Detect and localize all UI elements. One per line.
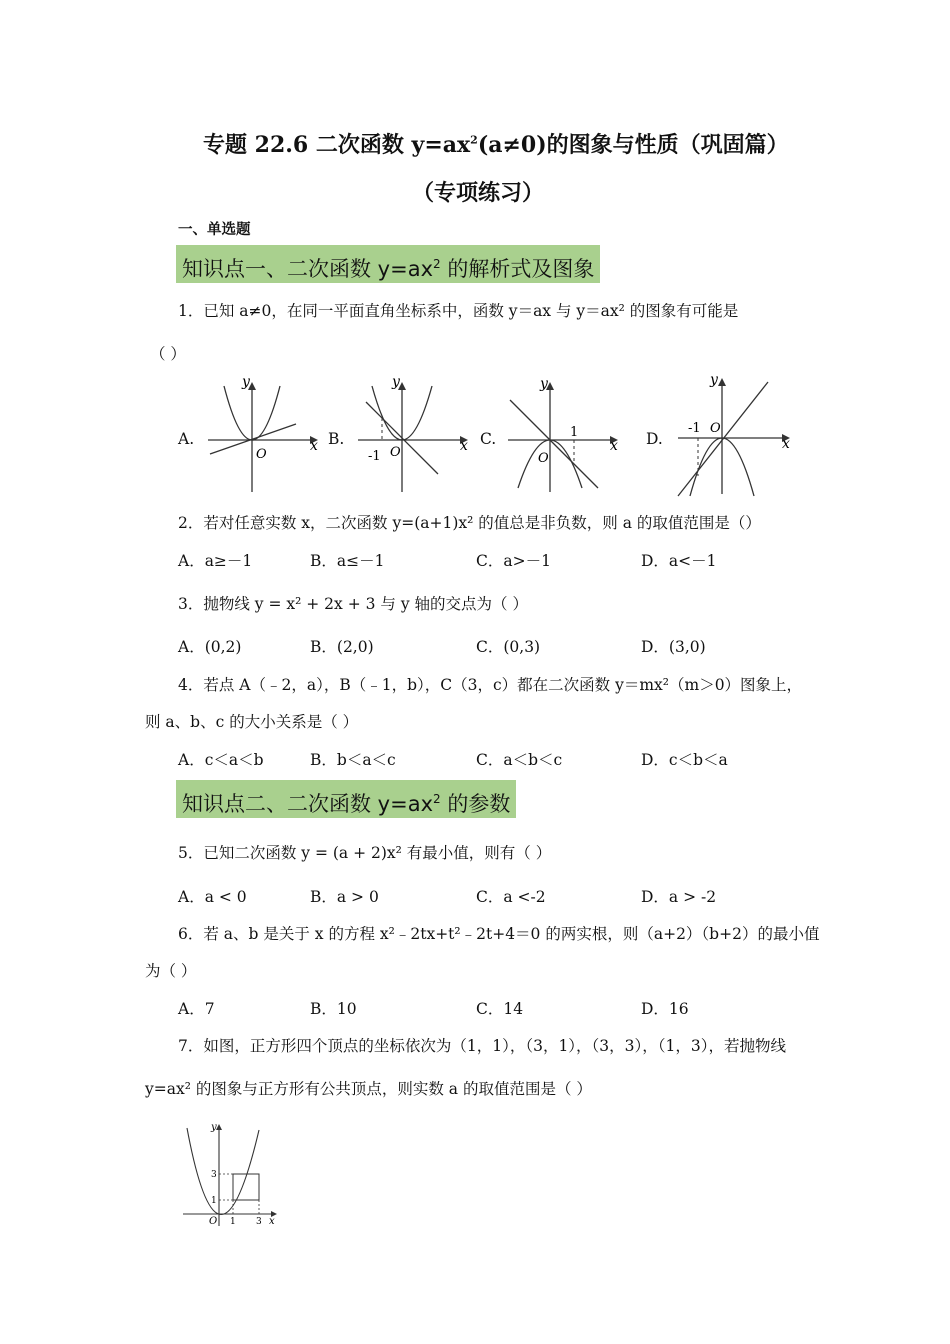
q7-origin: O [209,1216,218,1227]
question-5: 5．已知二次函数 y = (a + 2)x² 有最小值，则有（ ） [178,844,552,862]
q5-option-d[interactable]: D．a > -2 [641,888,717,906]
banner2-prefix: 知识点二、二次函数 y=ax [182,792,433,816]
graph-b-neg1: -1 [368,449,381,464]
q2-option-a[interactable]: A．a≥－1 [178,552,253,570]
question-6-line1: 6．若 a、b 是关于 x 的方程 x²﹣2tx+t²﹣2t+4＝0 的两实根，则（a+2）（b+2）的最小值 [178,925,820,943]
q1-option-b[interactable]: B. [328,430,345,448]
q1-graph-d [670,372,800,500]
q7-figure [175,1120,285,1232]
graph-d-x: x [782,436,790,452]
q5-option-a[interactable]: A．a < 0 [178,888,247,906]
graph-a-y: y [242,378,250,390]
graph-b-origin: O [390,445,401,460]
q7-y-label: y [211,1122,217,1133]
graph-c-x: x [610,438,618,454]
graph-d-y: y [710,372,718,388]
q1-option-c[interactable]: C. [480,430,497,448]
banner1-prefix: 知识点一、二次函数 y=ax [182,257,433,281]
q3-option-b[interactable]: B．(2,0) [310,638,374,656]
title-exponent: 2 [470,133,478,147]
question-3: 3．抛物线 y = x² + 2x + 3 与 y 轴的交点为（ ） [178,595,528,613]
q7-tick-y1: 1 [211,1196,217,1206]
question-7-line1: 7．如图，正方形四个顶点的坐标依次为（1，1），（3，1），（3，3），（1，3），若抛物线 [178,1037,787,1055]
banner1-suffix: 的解析式及图象 [440,257,595,281]
section-heading: 一、单选题 [178,221,251,238]
q1-graph-c [500,378,630,498]
q7-tick-x1: 1 [230,1217,236,1227]
graph-b-y: y [392,378,400,390]
q1-graph-a [200,378,330,498]
graph-c-y: y [540,378,548,392]
q4-option-b[interactable]: B．b＜a＜c [310,751,396,769]
graph-c-origin: O [538,451,549,466]
q7-tick-y3: 3 [211,1170,217,1180]
question-1-line1: 1．已知 a≠0，在同一平面直角坐标系中，函数 y＝ax 与 y＝ax² 的图象有可能是 [178,302,739,320]
title-part-b: (a≠0)的图象与性质（巩固篇） [477,132,789,158]
banner2-suffix: 的参数 [440,792,511,816]
graph-d-origin: O [710,421,721,436]
knowledge-banner-2 [176,780,516,818]
title-part-a: 专题 22.6 二次函数 y=ax [203,132,471,158]
graph-b-x: x [460,438,468,454]
document-subtitle: （专项练习） [412,180,545,206]
q1-graph-b [350,378,480,498]
graph-c-one: 1 [570,425,579,440]
q6-option-c[interactable]: C．14 [476,1000,524,1018]
banner1-exp: 2 [433,257,441,271]
question-1-line2: （ ） [150,345,186,363]
question-2: 2．若对任意实数 x，二次函数 y=(a+1)x² 的值总是非负数，则 a 的取值范围是（） [178,514,761,532]
q5-option-c[interactable]: C．a <-2 [476,888,546,906]
q5-option-b[interactable]: B．a > 0 [310,888,379,906]
q3-option-d[interactable]: D．(3,0) [641,638,706,656]
question-4-line1: 4．若点 A（﹣2，a），B（﹣1，b），C（3，c）都在二次函数 y＝mx²（m＞0）图象上， [178,676,803,694]
q2-option-c[interactable]: C．a>－1 [476,552,551,570]
q1-option-a[interactable]: A. [178,430,195,448]
question-6-line2: 为（ ） [145,962,197,980]
knowledge-banner-1 [176,245,600,283]
q3-option-a[interactable]: A．(0,2) [178,638,242,656]
q2-option-b[interactable]: B．a≤－1 [310,552,385,570]
q6-option-b[interactable]: B．10 [310,1000,357,1018]
graph-d-neg1: -1 [688,421,701,436]
q3-option-c[interactable]: C．(0,3) [476,638,541,656]
question-4-line2: 则 a、b、c 的大小关系是（ ） [145,713,359,731]
question-7-line2: y=ax² 的图象与正方形有公共顶点，则实数 a 的取值范围是（ ） [145,1080,592,1098]
q7-tick-x3: 3 [256,1217,262,1227]
q6-option-a[interactable]: A．7 [178,1000,215,1018]
q1-option-d[interactable]: D. [646,430,663,448]
q4-option-c[interactable]: C．a＜b＜c [476,751,563,769]
graph-a-x: x [310,438,318,454]
q4-option-a[interactable]: A．c＜a＜b [178,751,264,769]
graph-a-origin: O [256,447,267,462]
document-title [203,128,789,159]
q6-option-d[interactable]: D．16 [641,1000,689,1018]
q4-option-d[interactable]: D．c＜b＜a [641,751,728,769]
q2-option-d[interactable]: D．a<－1 [641,552,717,570]
banner2-exp: 2 [433,792,441,806]
q7-x-label: x [269,1216,275,1227]
